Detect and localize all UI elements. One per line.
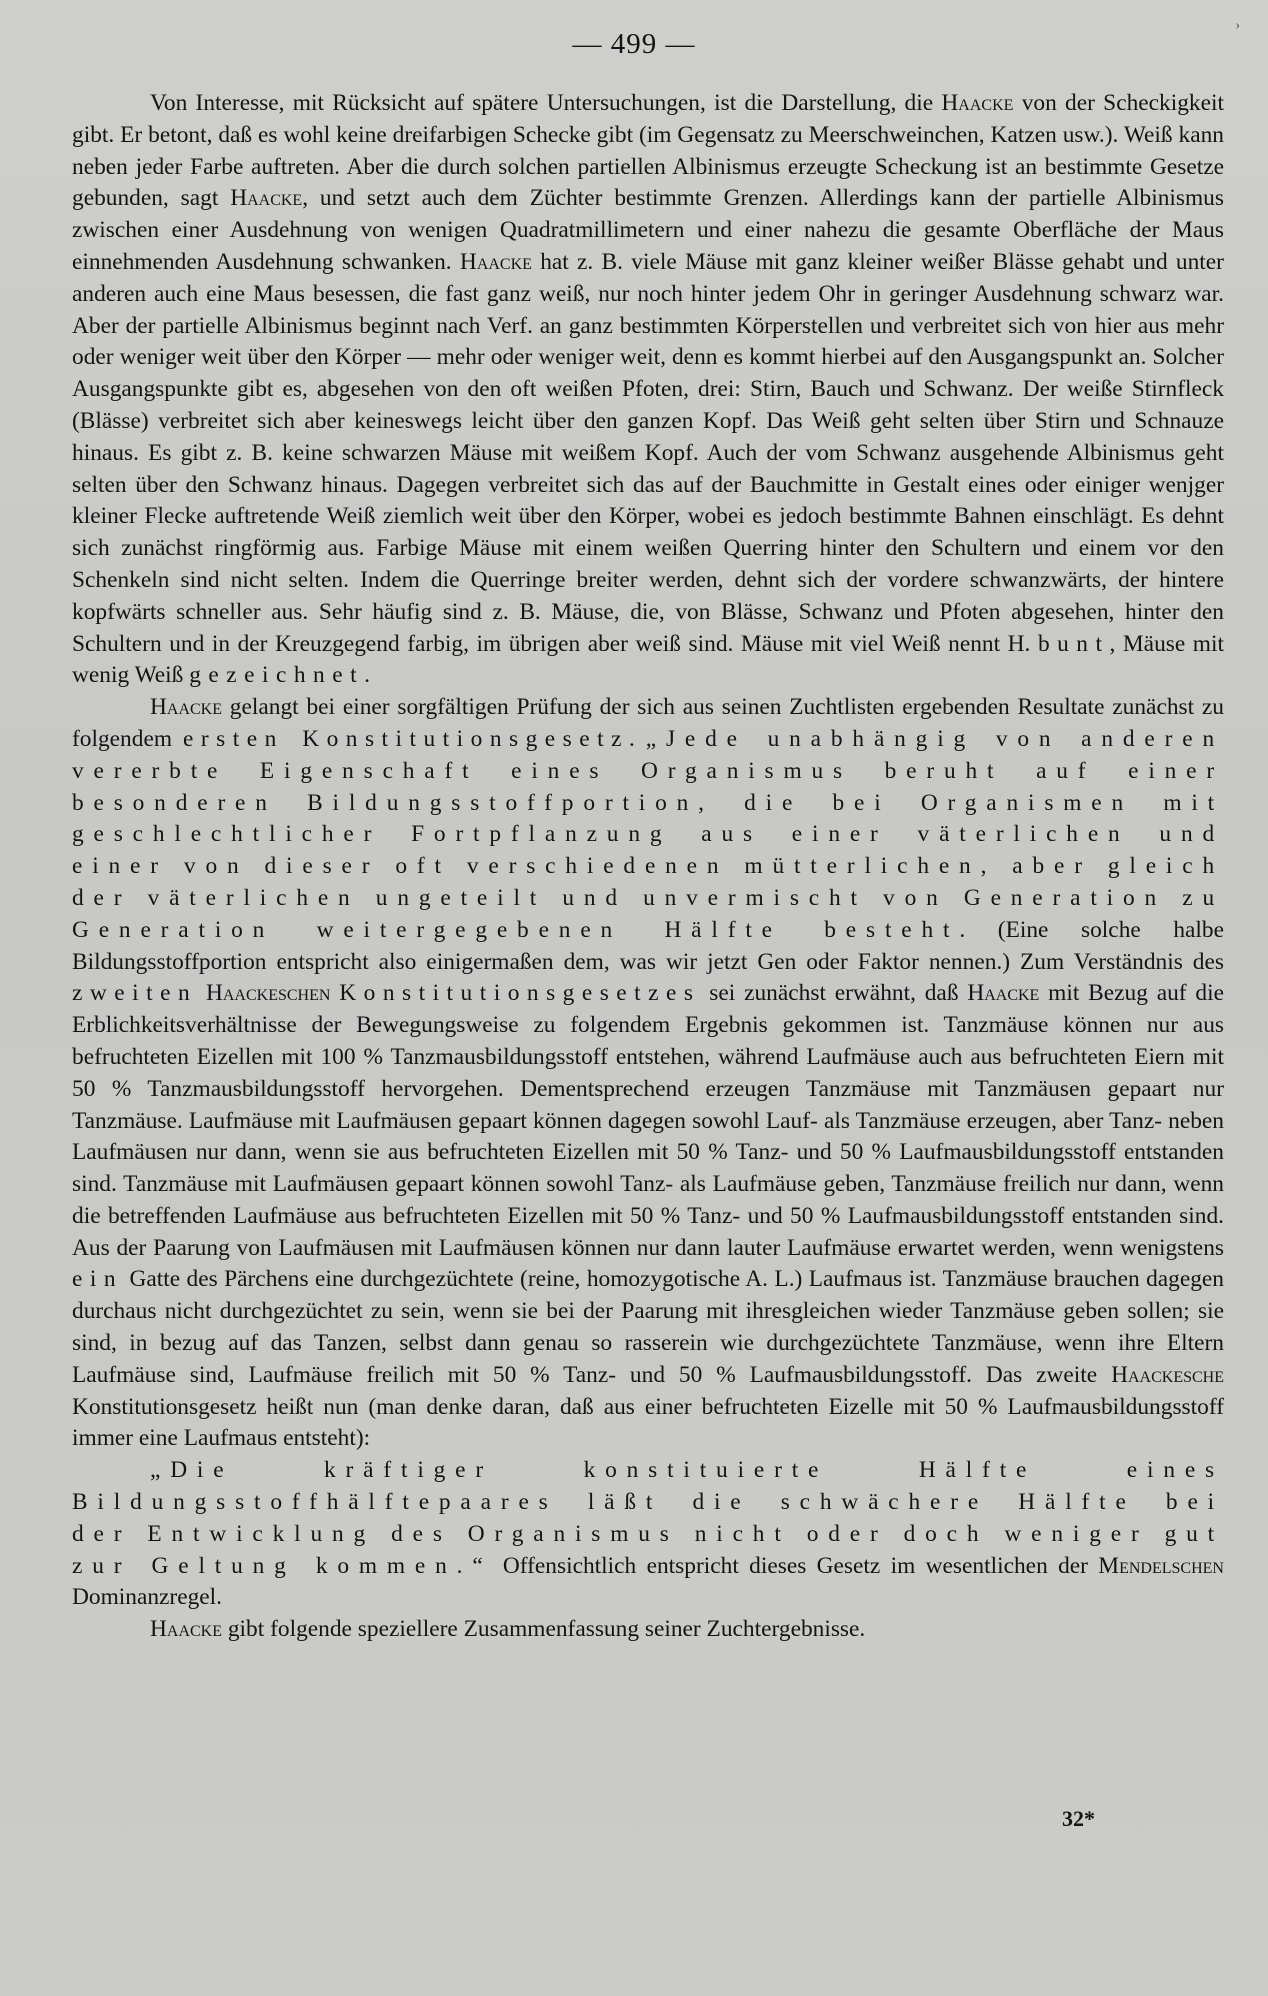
text-run: zweiten [72, 980, 198, 1007]
text-run: Haacke [230, 185, 303, 212]
text-run: . [364, 662, 370, 689]
text-run: . (Eine solche halbe Bildungsstoffportion entspricht also einigermaßen dem, was wir jetzt Gen oder Faktor nennen.) Zum Verständnis des [72, 916, 1225, 975]
text-run [330, 980, 339, 1006]
paragraph-3 [72, 1455, 1224, 1614]
paragraph-1 [72, 88, 1224, 692]
text-run: von der Scheckigkeit gibt. Er betont, daß es wohl keine dreifarbigen Schecke gibt (im Gegensatz zu Meerschweinchen, Katzen usw.). Weiß kann neben jeder Farbe auftreten. Aber die durch solchen partiellen Albinismus erzeugte Scheckung ist an bestimmte Gesetze gebunden, sagt [72, 90, 1224, 212]
text-run: Konstitutionsgesetzes [339, 980, 701, 1007]
paragraph-4 [72, 1614, 1224, 1646]
corner-mark: › [1235, 18, 1240, 33]
text-run: Haacke [941, 90, 1014, 116]
text-run: sei zunächst erwähnt, daß [700, 980, 968, 1007]
text-run: Von Interesse, mit Rücksicht auf spätere Untersuchungen, ist die Darstellung, die [150, 90, 942, 116]
text-run: , und setzt auch dem Züchter bestimmte Grenzen. Allerdings kann der partielle Albinismus zwischen einer Ausdehnung von wenigen Quadratmillimetern und einer nahezu die gesamte Oberfläche der Maus einnehmenden Ausdehnung schwanken. [72, 185, 1224, 275]
text-run: ersten Konstitutionsgesetz [182, 725, 629, 752]
text-run: Offensichtlich entspricht dieses Gesetz im wesentlichen der [492, 1552, 1099, 1579]
text-run: gezeichnet [189, 662, 365, 689]
page-number: — 499 — [572, 28, 696, 60]
text-run: Haacke [150, 694, 223, 721]
text-run: mit Bezug auf die Erblichkeitsverhältnisse der Bewegungsweise zu folgendem Ergebnis gekommen ist. Tanzmäuse können nur aus befruchteten Eizellen mit 100 % Tanzmausbildungsstoff entstehen, während Laufmäuse auch aus befruchteten Eiern mit 50 % Tanzmausbildungsstoff hervorgehen. Dementsprechend erzeugen Tanzmäuse mit Tanzmäusen gepaart nur Tanzmäuse. Laufmäuse mit Laufmäusen gepaart können dagegen sowohl Lauf- als Tanzmäuse erzeugen, aber Tanz- neben Laufmäusen nur dann, wenn sie aus befruchteten Eizellen mit 50 % Tanz- und 50 % Laufmausbildungsstoff entstanden sind. Tanzmäuse mit Laufmäusen gepaart können sowohl Tanz- als Laufmäuse geben, Tanzmäuse freilich nur dann, wenn die betreffenden Laufmäuse aus befruchteten Eizellen mit 50 % Tanz- und 50 % Laufmausbildungsstoff entstanden sind. Aus der Paarung von Laufmäusen mit Laufmäusen können nur dann lauter Laufmäuse erwartet werden, wenn wenigstens [72, 980, 1224, 1261]
text-run: Mendelschen [1098, 1552, 1224, 1579]
text-run [197, 980, 206, 1006]
text-run: hat z. B. viele Mäuse mit ganz kleiner weißer Blässe gehabt und unter anderen auch eine Maus besessen, die fast ganz weiß, nur noch hinter jedem Ohr in geringer Ausdehnung schwarz war. Aber der partielle Albinismus beginnt nach Verf. an ganz bestimmten Körperstellen und verbreitet sich von hier aus mehr oder weniger weit über den Körper — mehr oder weniger weit, denn es kommt hierbei auf den Ausgangspunkt an. Solcher Ausgangspunkte gibt es, abgesehen von den oft weißen Pfoten, drei: Stirn, Bauch und Schwanz. Der weiße Stirnfleck (Blässe) verbreitet sich aber keineswegs leicht über den ganzen Kopf. Das Weiß geht selten über Stirn und Schnauze hinaus. Es gibt z. B. keine schwarzen Mäuse mit weißem Kopf. Auch der vom Schwanz ausgehende Albinismus geht selten über den Schwanz hinaus. Dagegen verbreitet sich das auf der Bauchmitte in Gestalt eines oder einiger wenjger kleiner Flecke auftretende Weiß ziemlich weit über den Körper, wobei es jedoch bestimmte Bahnen einschlägt. Es dehnt sich zunächst ringförmig aus. Farbige Mäuse mit einem weißen Querring hinter den Schultern und einem vor den Schenkeln sind nicht selten. Indem die Querringe breiter werden, dehnt sich der vordere schwanzwärts, der hintere kopfwärts schneller aus. Sehr häufig sind z. B. Mäuse, die, von Blässe, Schwanz und Pfoten abgesehen, hinter den Schultern und in der Kreuzgegend farbig, im übrigen aber weiß sind. Mäuse mit viel Weiß nennt H. [72, 248, 1224, 657]
text-run: Haacke [150, 1616, 223, 1643]
body-text [72, 88, 1224, 1646]
text-run: Konstitutionsgesetz heißt nun (man denke daran, daß aus einer befruchteten Eizelle mit 50 % Laufmausbildungsstoff immer eine Laufmaus entsteht): [72, 1393, 1224, 1452]
text-run: Dominanzregel. [72, 1584, 223, 1611]
text-run: bunt [1037, 630, 1110, 657]
paragraph-2 [72, 692, 1224, 1455]
text-run: „Jede unabhängig von anderen vererbte Eigenschaft eines Organismus beruht auf einer besonderen Bildungsstoffportion, die bei Organismen mit geschlechtlicher Fortpflanzung aus einer väterlichen und einer von dieser oft verschiedenen mütterlichen, aber gleich der väterlichen ungeteilt und unvermischt von Generation zu Generation weitergegebenen Hälfte besteht [72, 725, 1224, 943]
text-run: „Die kräftiger konstituierte Hälfte eines Bildungsstoffhälftepaares läßt die schwächere Hälfte bei der Entwicklung des Organismus nicht oder doch weniger gut zur Geltung kommen.“ [72, 1457, 1224, 1579]
text-run: gelangt bei einer sorgfältigen Prüfung der sich aus seinen Zuchtlisten ergebenden Resultate zunächst zu folgendem [72, 694, 1224, 752]
signature-mark: 32* [1062, 1806, 1095, 1831]
text-run: Haackeschen [205, 980, 331, 1007]
text-run: Haackesche [1111, 1361, 1224, 1388]
text-run: Gatte des Pärchens eine durchgezüchtete (reine, homozygotische A. L.) Laufmaus ist. Tanzmäuse brauchen dagegen durchaus nicht durchgezüchtet zu sein, wenn sie bei der Paarung mit ihresgleichen wieder Tanzmäuse geben sollen; sie sind, in bezug auf das Tanzen, selbst dann genau so rasserein wie durchgezüchtete Tanzmäuse, wenn ihre Eltern Laufmäuse sind, Laufmäuse freilich mit 50 % Tanz- und 50 % Laufmausbildungsstoff. Das zweite [72, 1266, 1224, 1388]
text-run: ein [72, 1266, 124, 1293]
text-run: . [628, 725, 646, 752]
text-run: Haacke [967, 980, 1040, 1007]
text-run: Haacke [459, 248, 532, 275]
text-run: , Mäuse mit wenig Weiß [72, 630, 1224, 689]
text-run: gibt folgende speziellere Zusammenfassung seiner Zuchtergebnisse. [222, 1616, 866, 1643]
